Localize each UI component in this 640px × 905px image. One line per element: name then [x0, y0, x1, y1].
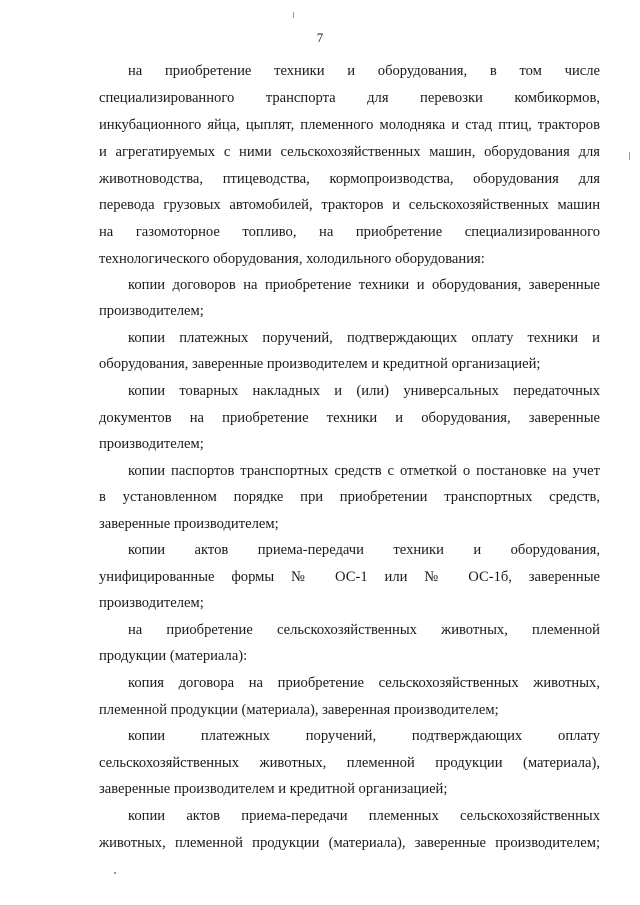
text-line-13: копии товарных накладных и (или) универсальных передаточных [128, 383, 600, 399]
text-line-16: копии паспортов транспортных средств с отметкой о постановке на учет [128, 463, 600, 479]
text-line-28: заверенные производителем и кредитной организацией; [99, 781, 448, 797]
text-line-23: продукции (материала): [99, 648, 248, 664]
text-line-20: унифицированные формы № ОС-1 или № ОС-1б, заверенные [99, 569, 600, 585]
text-line-12: оборудования, заверенные производителем и кредитной организацией; [99, 356, 541, 372]
text-line-21: производителем; [99, 595, 204, 611]
scan-speck [629, 152, 630, 160]
text-line-6: перевода грузовых автомобилей, тракторов и сельскохозяйственных машин [99, 197, 600, 213]
text-line-18: заверенные производителем; [99, 516, 279, 532]
text-line-9: копии договоров на приобретение техники и оборудования, заверенные [128, 277, 600, 293]
text-line-29: копии актов приема-передачи племенных сельскохозяйственных [128, 808, 600, 824]
text-line-30: животных, племенной продукции (материала), заверенные производителем; [99, 835, 600, 851]
scan-speck [293, 12, 294, 18]
page-number: 7 [316, 30, 324, 45]
text-line-5: животноводства, птицеводства, кормопроизводства, оборудования для [99, 171, 600, 187]
text-line-3: инкубационного яйца, цыплят, племенного молодняка и стад птиц, тракторов [99, 117, 600, 133]
text-line-4: и агрегатируемых с ними сельскохозяйственных машин, оборудования для [99, 144, 600, 160]
text-line-8: технологического оборудования, холодильного оборудования: [99, 251, 485, 267]
text-line-15: производителем; [99, 436, 204, 452]
text-line-25: племенной продукции (материала), заверенная производителем; [99, 702, 499, 718]
text-line-17: в установленном порядке при приобретении транспортных средств, [99, 489, 600, 505]
text-line-26: копии платежных поручений, подтверждающих оплату [128, 728, 600, 744]
scan-speck [114, 872, 116, 874]
text-line-14: документов на приобретение техники и оборудования, заверенные [99, 410, 600, 426]
text-line-27: сельскохозяйственных животных, племенной продукции (материала), [99, 755, 600, 771]
text-line-7: на газомоторное топливо, на приобретение специализированного [99, 224, 600, 240]
text-line-22: на приобретение сельскохозяйственных животных, племенной [128, 622, 600, 638]
text-line-2: специализированного транспорта для перевозки комбикормов, [99, 90, 600, 106]
text-line-1: на приобретение техники и оборудования, в том числе [128, 63, 600, 79]
text-line-10: производителем; [99, 303, 204, 319]
text-line-11: копии платежных поручений, подтверждающих оплату техники и [128, 330, 600, 346]
text-line-19: копии актов приема-передачи техники и оборудования, [128, 542, 600, 558]
text-line-24: копия договора на приобретение сельскохозяйственных животных, [128, 675, 600, 691]
